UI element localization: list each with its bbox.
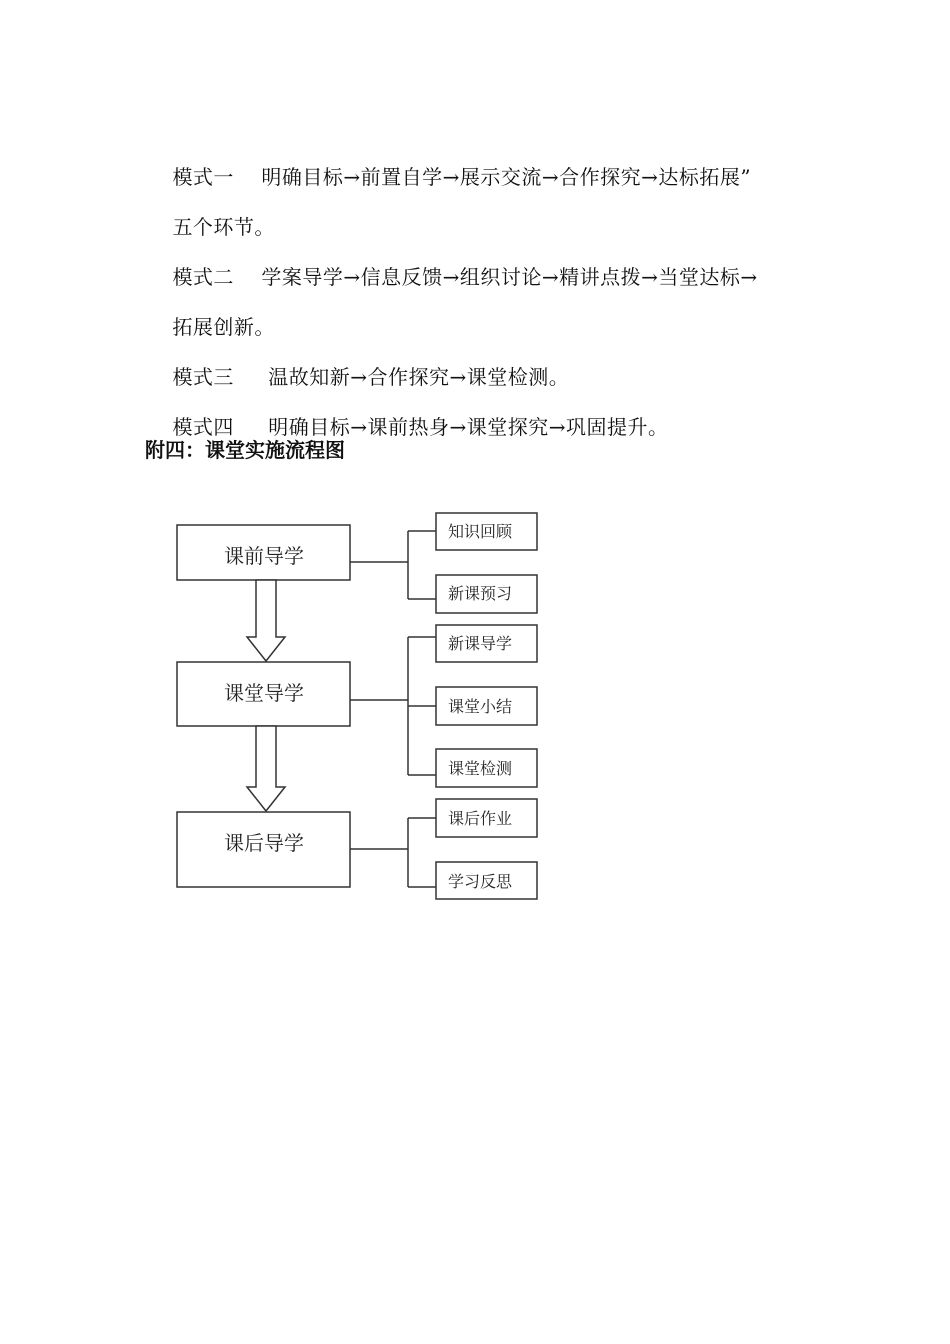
item-label-3-1: 课后作业 bbox=[448, 809, 513, 828]
stage-label-1: 课前导学 bbox=[224, 544, 304, 568]
stage-label-3: 课后导学 bbox=[224, 831, 304, 855]
mode-1-label: 模式一 bbox=[172, 165, 234, 189]
item-label-3-2: 学习反思 bbox=[448, 872, 513, 891]
section-heading: 附四：课堂实施流程图 bbox=[145, 438, 345, 462]
mode-3-content: 温故知新→合作探究→课堂检测。 bbox=[261, 365, 570, 389]
arrow-down-1 bbox=[247, 580, 285, 661]
mode-2-content: 学案导学→信息反馈→组织讨论→精讲点拨→当堂达标→ bbox=[261, 265, 758, 289]
mode-4-content: 明确目标→课前热身→课堂探究→巩固提升。 bbox=[261, 415, 669, 439]
arrow-down-2 bbox=[247, 726, 285, 811]
mode-3-label: 模式三 bbox=[172, 365, 234, 389]
item-label-1-2: 新课预习 bbox=[448, 584, 513, 603]
stage-label-2: 课堂导学 bbox=[224, 681, 304, 705]
item-label-2-1: 新课导学 bbox=[448, 634, 513, 653]
mode-2-content-cont: 拓展创新。 bbox=[172, 315, 275, 339]
item-label-2-2: 课堂小结 bbox=[448, 697, 513, 716]
mode-2-label: 模式二 bbox=[172, 265, 234, 289]
mode-1-content: 明确目标→前置自学→展示交流→合作探究→达标拓展” bbox=[261, 165, 752, 189]
item-label-1-1: 知识回顾 bbox=[448, 522, 513, 541]
item-label-2-3: 课堂检测 bbox=[448, 759, 513, 778]
mode-4-label: 模式四 bbox=[172, 415, 234, 439]
mode-1-content-cont: 五个环节。 bbox=[172, 215, 275, 239]
